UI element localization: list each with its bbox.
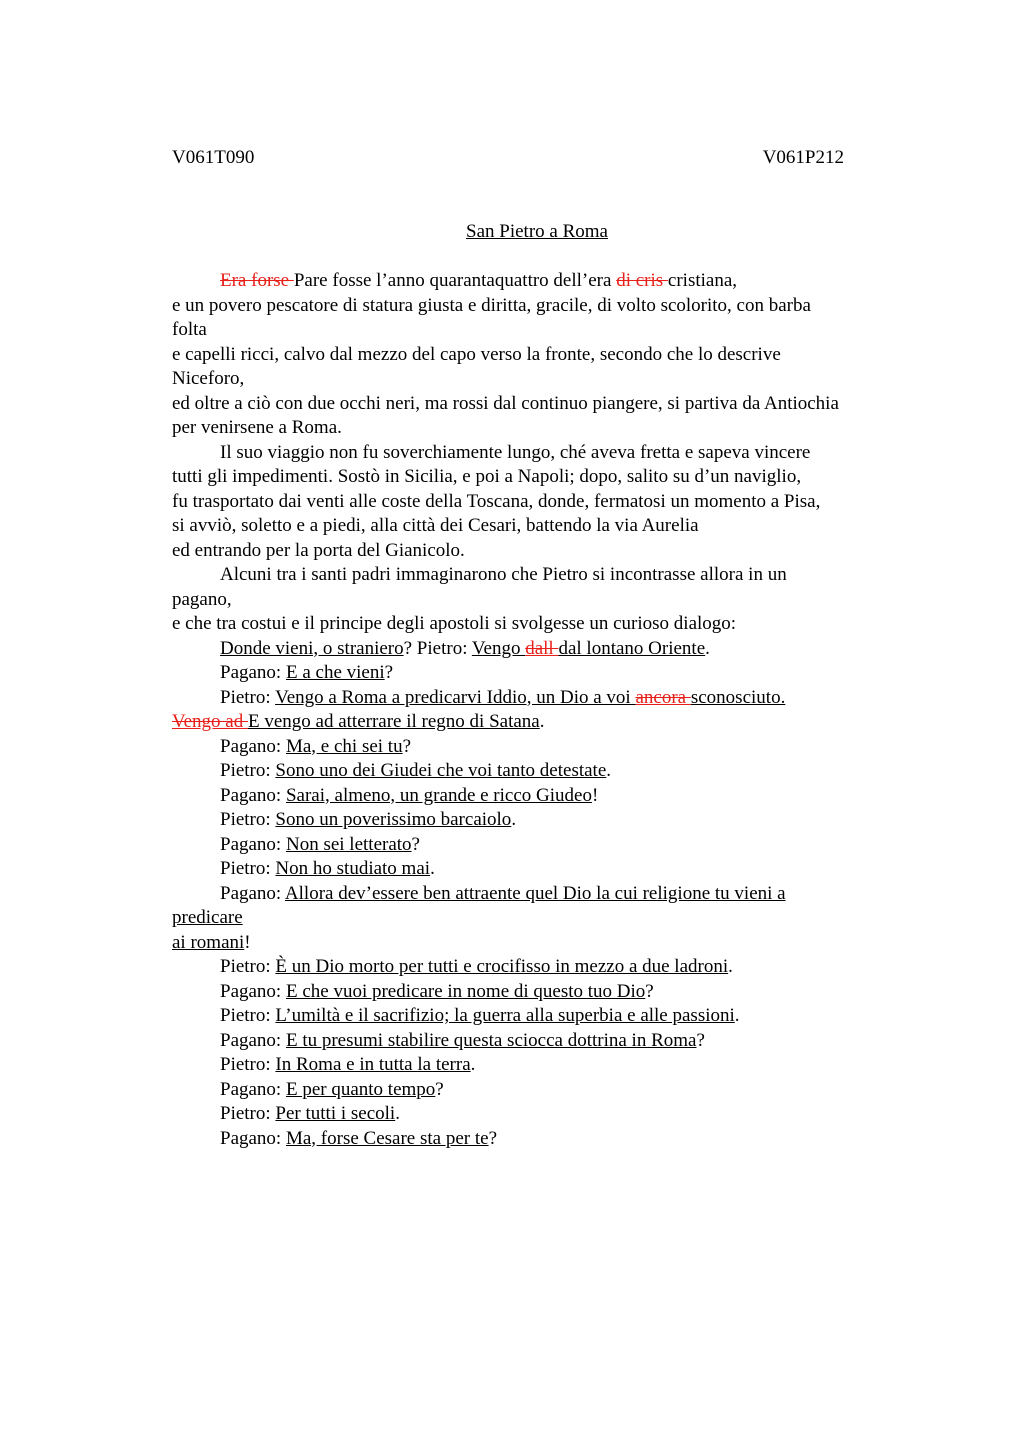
- text-segment: Pietro:: [220, 760, 276, 781]
- text-line: [172, 1029, 912, 1054]
- underlined-text: E per quanto tempo: [285, 1078, 436, 1100]
- text-segment: e un povero pescatore di statura giusta e diritta, gracile, di volto scolorito, con barba: [172, 294, 811, 316]
- text-line: [172, 367, 912, 392]
- text-line: [172, 955, 912, 980]
- text-segment: Pietro:: [220, 858, 276, 879]
- underlined-text: Sono uno dei Giudei che voi tanto detestate: [275, 760, 607, 781]
- text-line: [172, 343, 912, 368]
- text-segment: Pagano:: [220, 735, 286, 757]
- deleted-text: Era forse: [220, 270, 294, 291]
- text-segment: Il suo viaggio non fu soverchiamente lungo, ché aveva fretta e sapeva vincere: [220, 441, 811, 463]
- text-line: [172, 294, 912, 319]
- text-line: [172, 784, 912, 809]
- text-line: [172, 637, 912, 662]
- underlined-text: Donde vieni, o straniero: [220, 637, 404, 659]
- text-line: [172, 833, 912, 858]
- text-segment: Pagano:: [220, 882, 285, 904]
- text-segment: ?: [402, 735, 412, 757]
- text-segment: !: [591, 784, 599, 806]
- text-segment: Pietro:: [220, 1054, 276, 1075]
- deleted-text: ancora: [635, 686, 691, 708]
- underlined-text: L’umiltà e il sacrifizio; la guerra alla superbia e alle passioni: [275, 1005, 735, 1026]
- text-segment: .: [606, 760, 612, 781]
- text-segment: e capelli ricci, calvo dal mezzo del capo verso la fronte, secondo che lo descrive: [172, 343, 781, 365]
- text-segment: e che tra costui e il principe degli apostoli si svolgesse un curioso dialogo:: [172, 613, 737, 634]
- text-line: [172, 318, 912, 343]
- underlined-text: Sarai, almeno, un grande e ricco Giudeo: [285, 784, 592, 806]
- text-line: [172, 1127, 912, 1152]
- text-segment: Pietro:: [220, 1103, 276, 1124]
- deleted-text: dall: [525, 637, 559, 659]
- text-segment: ?: [488, 1127, 497, 1149]
- underlined-text: dal lontano Oriente: [558, 637, 706, 659]
- underlined-text: predicare: [172, 907, 243, 928]
- text-line: [172, 269, 912, 294]
- text-line: [172, 539, 912, 564]
- text-line: [172, 1053, 912, 1078]
- text-line: [172, 416, 912, 441]
- deleted-text: Vengo ad: [172, 711, 248, 732]
- underlined-text: Per tutti i secoli: [275, 1103, 396, 1124]
- underlined-text: E a che vieni: [285, 662, 385, 683]
- underlined-text: Sono un poverissimo barcaiolo: [275, 809, 512, 830]
- text-line: [172, 710, 912, 735]
- text-segment: .: [728, 956, 733, 977]
- text-segment: Pagano:: [220, 784, 286, 806]
- underlined-text: E che vuoi predicare in nome di questo tuo Dio: [285, 980, 646, 1002]
- text-segment: Pietro:: [220, 1005, 276, 1026]
- underlined-text: Non ho studiato mai: [275, 858, 431, 879]
- text-segment: ?: [411, 833, 420, 855]
- text-segment: .: [511, 809, 517, 830]
- text-segment: Pagano:: [220, 1078, 286, 1100]
- underlined-text: Vengo: [471, 637, 526, 659]
- text-line: [172, 514, 912, 539]
- text-segment: Pietro:: [220, 956, 276, 977]
- text-segment: Pagano:: [220, 1029, 286, 1051]
- text-line: [172, 1004, 912, 1029]
- text-segment: Pagano:: [220, 662, 286, 683]
- text-line: [172, 1102, 912, 1127]
- text-line: [172, 980, 912, 1005]
- text-segment: fu trasportato dai venti alle coste della Toscana, donde, fermatosi un momento a Pisa,: [172, 490, 821, 512]
- text-segment: .: [430, 858, 435, 879]
- text-segment: Pare fosse l’anno quarantaquattro dell’era: [293, 270, 617, 291]
- header-right-code: V061P212: [762, 147, 844, 168]
- text-line: [172, 882, 912, 907]
- text-segment: folta: [172, 319, 207, 340]
- header-left-code: V061T090: [172, 147, 255, 168]
- text-line: [172, 563, 912, 588]
- text-segment: Alcuni tra i santi padri immaginarono che Pietro si incontrasse allora in un: [220, 564, 787, 585]
- title-text: San Pietro a Roma: [466, 221, 608, 242]
- text-segment: !: [244, 931, 251, 953]
- text-segment: ed oltre a ciò con due occhi neri, ma rossi dal continuo piangere, si partiva da Antiochia: [172, 392, 839, 414]
- text-line: [172, 906, 912, 931]
- text-line: [172, 735, 912, 760]
- document-body: [172, 269, 912, 1151]
- text-segment: ?: [435, 1078, 444, 1100]
- underlined-text: Non sei letterato: [285, 833, 412, 855]
- underlined-text: In Roma e in tutta la terra: [275, 1054, 471, 1075]
- text-line: [172, 686, 912, 711]
- text-line: [172, 931, 912, 956]
- document-title: [0, 221, 1024, 243]
- underlined-text: Ma, e chi sei tu: [285, 735, 403, 757]
- deleted-text: di cris: [616, 270, 668, 291]
- underlined-text: sconosciuto.: [690, 686, 786, 708]
- text-segment: Pagano:: [220, 833, 286, 855]
- text-segment: ed entrando per la porta del Gianicolo.: [172, 539, 465, 561]
- text-segment: per venirsene a Roma.: [172, 417, 342, 438]
- text-line: [172, 490, 912, 515]
- text-line: [172, 661, 912, 686]
- underlined-text: Ma, forse Cesare sta per te: [285, 1127, 489, 1149]
- text-segment: ?: [645, 980, 654, 1002]
- text-line: [172, 857, 912, 882]
- text-line: [172, 465, 912, 490]
- underlined-text: Vengo a Roma a predicarvi Iddio, un Dio a voi: [275, 686, 636, 708]
- text-line: [172, 612, 912, 637]
- underlined-text: È un Dio morto per tutti e crocifisso in mezzo a due ladroni: [275, 956, 729, 977]
- text-segment: .: [470, 1054, 476, 1075]
- text-segment: .: [539, 711, 545, 732]
- text-segment: si avviò, soletto e a piedi, alla città dei Cesari, battendo la via Aurelia: [172, 515, 699, 536]
- text-segment: ?: [384, 662, 394, 683]
- text-segment: Niceforo,: [172, 368, 245, 389]
- text-segment: Pagano:: [220, 980, 286, 1002]
- text-line: [172, 392, 912, 417]
- underlined-text: Allora dev’essere ben attraente quel Dio la cui religione tu vieni a: [284, 882, 786, 904]
- text-segment: Pietro:: [220, 809, 276, 830]
- text-segment: .: [395, 1103, 400, 1124]
- text-line: [172, 441, 912, 466]
- text-segment: Pietro:: [220, 686, 276, 708]
- text-segment: cristiana,: [667, 270, 738, 291]
- underlined-text: E vengo ad atterrare il regno di Satana: [247, 711, 540, 732]
- text-line: [172, 588, 912, 613]
- text-segment: Pagano:: [220, 1127, 286, 1149]
- text-line: [172, 1078, 912, 1103]
- text-segment: ?: [696, 1029, 705, 1051]
- underlined-text: E tu presumi stabilire questa sciocca dottrina in Roma: [285, 1029, 697, 1051]
- text-segment: .: [734, 1005, 740, 1026]
- text-segment: .: [705, 637, 710, 659]
- text-segment: tutti gli impedimenti. Sostò in Sicilia, e poi a Napoli; dopo, salito su d’un naviglio,: [172, 466, 802, 487]
- underlined-text: ai romani: [172, 931, 245, 953]
- text-segment: pagano,: [172, 588, 232, 610]
- text-line: [172, 759, 912, 784]
- text-segment: ? Pietro:: [403, 637, 472, 659]
- text-line: [172, 808, 912, 833]
